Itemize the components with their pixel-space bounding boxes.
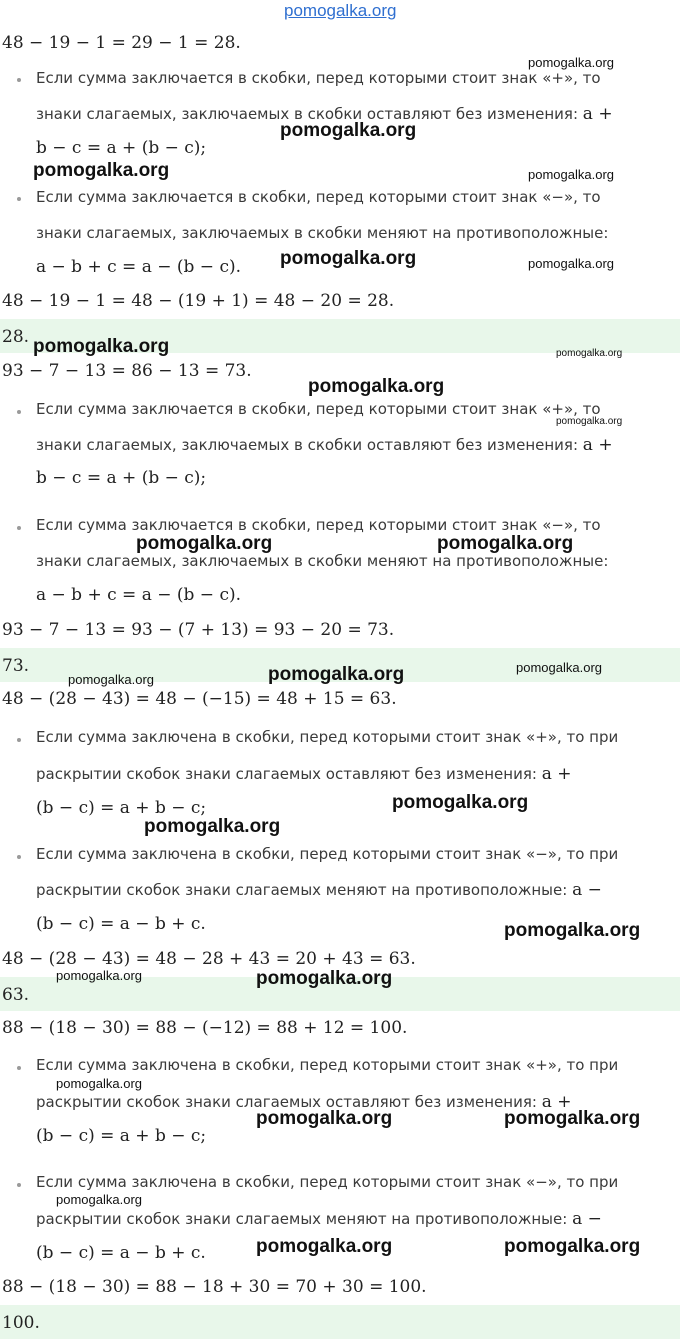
- rule-text: Если сумма заключена в скобки, перед которыми стоит знак «+», то при: [36, 728, 619, 746]
- rule-text: знаки слагаемых, заключаемых в скобки оставляют без изменения: a +: [36, 104, 613, 124]
- answer-value: 28.: [2, 327, 30, 347]
- rule-formula: (b − c) = a − b + c.: [36, 914, 206, 934]
- bullet-icon: [17, 197, 21, 201]
- calculation-line: 48 − 19 − 1 = 48 − (19 + 1) = 48 − 20 = 28.: [2, 291, 395, 311]
- watermark: pomogalka.org: [68, 672, 154, 687]
- watermark: pomogalka.org: [256, 968, 393, 989]
- watermark: pomogalka.org: [504, 920, 641, 941]
- bullet-icon: [17, 410, 21, 414]
- watermark: pomogalka.org: [392, 792, 529, 813]
- watermark: pomogalka.org: [56, 1076, 142, 1091]
- rule-formula: (b − c) = a + b − c;: [36, 798, 207, 818]
- rule-formula: b − c = a + (b − c);: [36, 468, 207, 488]
- bullet-icon: [17, 1066, 21, 1070]
- watermark: pomogalka.org: [556, 348, 623, 359]
- watermark: pomogalka.org: [256, 1236, 393, 1257]
- calculation-line: 88 − (18 − 30) = 88 − (−12) = 88 + 12 = 100.: [2, 1018, 408, 1038]
- bullet-icon: [17, 526, 21, 530]
- answer-value: 100.: [2, 1313, 40, 1333]
- watermark: pomogalka.org: [280, 120, 417, 141]
- watermark: pomogalka.org: [280, 248, 417, 269]
- watermark: pomogalka.org: [528, 167, 614, 182]
- rule-text: Если сумма заключается в скобки, перед которыми стоит знак «+», то: [36, 400, 601, 418]
- calculation-line: 93 − 7 − 13 = 93 − (7 + 13) = 93 − 20 = 73.: [2, 620, 395, 640]
- rule-text: раскрытии скобок знаки слагаемых меняют на противоположные: a −: [36, 880, 602, 900]
- rule-text: Если сумма заключена в скобки, перед которыми стоит знак «+», то при: [36, 1056, 619, 1074]
- watermark: pomogalka.org: [516, 660, 602, 675]
- rule-formula: (b − c) = a − b + c.: [36, 1243, 206, 1263]
- watermark: pomogalka.org: [308, 376, 445, 397]
- rule-text: знаки слагаемых, заключаемых в скобки меняют на противоположные:: [36, 552, 609, 570]
- bullet-icon: [17, 855, 21, 859]
- watermark: pomogalka.org: [56, 968, 142, 983]
- rule-text: раскрытии скобок знаки слагаемых меняют на противоположные: a −: [36, 1209, 602, 1229]
- rule-text: Если сумма заключается в скобки, перед которыми стоит знак «−», то: [36, 188, 601, 206]
- rule-text: знаки слагаемых, заключаемых в скобки оставляют без изменения: a +: [36, 435, 613, 455]
- watermark: pomogalka.org: [268, 664, 405, 685]
- calculation-line: 93 − 7 − 13 = 86 − 13 = 73.: [2, 361, 252, 381]
- site-logo[interactable]: pomogalka.org: [284, 1, 397, 20]
- rule-text: раскрытии скобок знаки слагаемых оставляют без изменения: a +: [36, 1092, 572, 1112]
- rule-text: раскрытии скобок знаки слагаемых оставляют без изменения: a +: [36, 764, 572, 784]
- rule-text: Если сумма заключается в скобки, перед которыми стоит знак «+», то: [36, 69, 601, 87]
- bullet-icon: [17, 1183, 21, 1187]
- rule-formula: a − b + c = a − (b − c).: [36, 585, 242, 605]
- watermark: pomogalka.org: [56, 1192, 142, 1207]
- watermark: pomogalka.org: [33, 160, 170, 181]
- rule-text: знаки слагаемых, заключаемых в скобки меняют на противоположные:: [36, 224, 609, 242]
- watermark: pomogalka.org: [256, 1108, 393, 1129]
- watermark: pomogalka.org: [33, 336, 170, 357]
- watermark: pomogalka.org: [528, 256, 614, 271]
- watermark: pomogalka.org: [437, 533, 574, 554]
- calculation-line: 48 − 19 − 1 = 29 − 1 = 28.: [2, 33, 241, 53]
- watermark: pomogalka.org: [504, 1108, 641, 1129]
- rule-text: Если сумма заключена в скобки, перед которыми стоит знак «−», то при: [36, 1173, 619, 1191]
- answer-value: 73.: [2, 656, 30, 676]
- rule-text: Если сумма заключена в скобки, перед которыми стоит знак «−», то при: [36, 845, 619, 863]
- watermark: pomogalka.org: [504, 1236, 641, 1257]
- watermark: pomogalka.org: [136, 533, 273, 554]
- bullet-icon: [17, 78, 21, 82]
- calculation-line: 88 − (18 − 30) = 88 − 18 + 30 = 70 + 30 = 100.: [2, 1277, 427, 1297]
- answer-value: 63.: [2, 985, 30, 1005]
- rule-formula: (b − c) = a + b − c;: [36, 1126, 207, 1146]
- rule-text: Если сумма заключается в скобки, перед которыми стоит знак «−», то: [36, 516, 601, 534]
- calculation-line: 48 − (28 − 43) = 48 − 28 + 43 = 20 + 43 = 63.: [2, 949, 416, 969]
- watermark: pomogalka.org: [144, 816, 281, 837]
- rule-formula: a − b + c = a − (b − c).: [36, 257, 242, 277]
- watermark: pomogalka.org: [528, 55, 614, 70]
- calculation-line: 48 − (28 − 43) = 48 − (−15) = 48 + 15 = 63.: [2, 689, 397, 709]
- rule-formula: b − c = a + (b − c);: [36, 138, 207, 158]
- bullet-icon: [17, 738, 21, 742]
- watermark: pomogalka.org: [556, 416, 623, 427]
- answer-box: [0, 1305, 680, 1339]
